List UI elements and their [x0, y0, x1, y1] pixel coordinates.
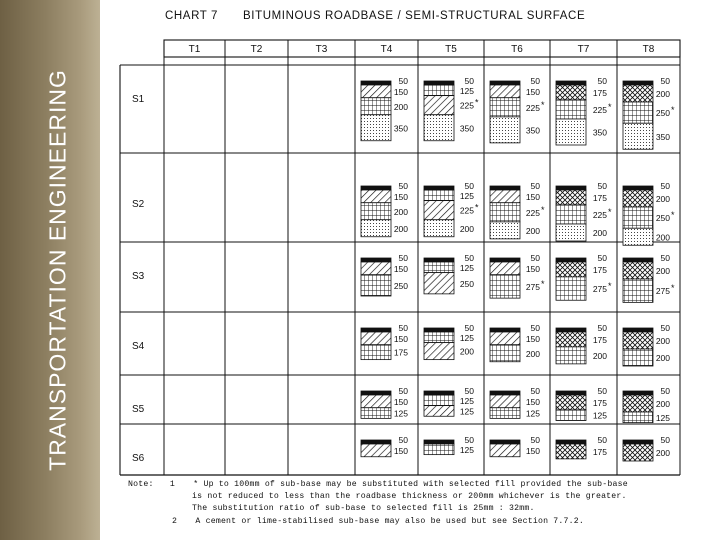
layer-block: [623, 85, 653, 102]
layer-star: *: [475, 202, 479, 213]
column-header-t4: T4: [380, 44, 393, 55]
layer-value: 50: [597, 253, 607, 263]
layer-block: [623, 349, 653, 366]
layer-value: 175: [592, 397, 607, 408]
note-1-star: *: [193, 480, 199, 489]
layer-block: [623, 262, 653, 279]
layer-block: [424, 190, 454, 201]
layer-value: 225: [592, 104, 607, 115]
layer-block: [623, 412, 653, 423]
layer-block: [490, 328, 520, 332]
cell-s6-t8: [623, 435, 670, 461]
layer-star: *: [541, 204, 545, 215]
layer-value: 200: [655, 448, 670, 458]
layer-value: 50: [530, 181, 540, 191]
layer-block: [361, 440, 391, 444]
layer-value: 200: [592, 350, 607, 361]
layer-block: [623, 328, 653, 332]
layer-block: [623, 228, 653, 245]
cell-s2-t8: [623, 181, 675, 245]
note-1-line-2: is not reduced to less than the roadbase thickness or 200mm whichever is the greater.: [192, 492, 627, 501]
layer-block: [556, 119, 586, 145]
layer-value: 200: [459, 223, 474, 234]
layer-block: [424, 332, 454, 343]
layer-value: 50: [398, 323, 408, 333]
layer-block: [424, 201, 454, 220]
layer-value: 150: [525, 333, 540, 344]
layer-block: [556, 440, 586, 444]
layer-block: [490, 98, 520, 117]
cell-s1-t7: [556, 76, 612, 145]
layer-value: 50: [660, 181, 670, 191]
layer-value: 275: [592, 284, 607, 295]
row-label-s2: S2: [132, 199, 145, 210]
cell-s1-t8: [623, 76, 675, 149]
column-header-t1: T1: [188, 44, 201, 55]
layer-block: [490, 332, 520, 345]
layer-value: 250: [655, 213, 670, 224]
layer-value: 125: [459, 332, 474, 343]
layer-value: 200: [655, 89, 670, 99]
cell-s5-t5: [424, 386, 474, 416]
layer-block: [623, 207, 653, 228]
layer-star: *: [541, 99, 545, 110]
layer-block: [556, 258, 586, 262]
cell-s3-t7: [556, 253, 612, 300]
layer-block: [424, 220, 454, 237]
layer-block: [490, 345, 520, 362]
layer-value: 50: [530, 76, 540, 86]
cell-s6-t4: [361, 435, 408, 457]
note-2-line-1: A cement or lime-stabilised sub-base may also be used but see Section 7.7.2.: [195, 517, 584, 526]
layer-value: 275: [655, 286, 670, 297]
layer-block: [490, 391, 520, 395]
layer-value: 150: [393, 396, 408, 407]
layer-value: 350: [592, 127, 607, 138]
layer-value: 250: [459, 278, 474, 289]
layer-value: 200: [393, 206, 408, 217]
row-label-s5: S5: [132, 404, 145, 415]
cell-s1-t5: [424, 76, 479, 141]
cell-s2-t7: [556, 181, 612, 241]
column-header-t7: T7: [577, 44, 590, 55]
layer-block: [623, 186, 653, 190]
cell-s3-t6: [490, 253, 545, 298]
layer-block: [623, 391, 653, 395]
cell-s5-t4: [361, 386, 408, 419]
layer-star: *: [475, 97, 479, 108]
layer-block: [490, 444, 520, 457]
layer-value: 175: [592, 87, 607, 98]
layer-block: [490, 395, 520, 408]
layer-value: 350: [655, 131, 670, 142]
layer-value: 225: [459, 205, 474, 216]
layer-value: 50: [530, 323, 540, 333]
layer-block: [361, 81, 391, 85]
layer-value: 200: [393, 223, 408, 234]
column-header-t3: T3: [315, 44, 328, 55]
layer-value: 50: [530, 435, 540, 445]
layer-block: [556, 444, 586, 459]
layer-value: 50: [398, 435, 408, 445]
layer-value: 150: [393, 333, 408, 344]
cell-s1-t4: [361, 76, 408, 141]
layer-block: [361, 85, 391, 98]
cell-s2-t4: [361, 181, 408, 237]
layer-block: [556, 190, 586, 205]
layer-block: [361, 186, 391, 190]
layer-value: 150: [393, 86, 408, 97]
layer-block: [424, 406, 454, 417]
cell-s3-t5: [424, 253, 474, 294]
layer-block: [361, 275, 391, 296]
cell-s6-t5: [424, 435, 474, 455]
layer-value: 125: [393, 408, 408, 419]
cell-s4-t7: [556, 323, 607, 364]
layer-value: 275: [525, 281, 540, 292]
layer-block: [490, 186, 520, 190]
cell-s6-t6: [490, 435, 540, 457]
layer-value: 50: [597, 435, 607, 445]
layer-value: 50: [398, 253, 408, 263]
layer-value: 50: [464, 76, 474, 86]
note-1-number: 1: [169, 480, 175, 489]
layer-block: [556, 395, 586, 410]
column-header-t6: T6: [511, 44, 523, 55]
layer-value: 150: [525, 191, 540, 202]
layer-block: [361, 115, 391, 141]
layer-value: 50: [398, 181, 408, 191]
layer-value: 350: [525, 125, 540, 136]
layer-block: [490, 440, 520, 444]
chart-number: CHART 7: [165, 10, 218, 22]
layer-value: 125: [459, 444, 474, 455]
layer-block: [556, 224, 586, 241]
layer-block: [361, 328, 391, 332]
layer-star: *: [541, 278, 545, 289]
layer-block: [424, 262, 454, 273]
layer-value: 200: [655, 194, 670, 204]
layer-value: 50: [597, 323, 607, 333]
layer-block: [556, 186, 586, 190]
layer-block: [490, 408, 520, 419]
layer-value: 50: [597, 386, 607, 396]
layer-value: 125: [459, 395, 474, 406]
layer-value: 50: [464, 253, 474, 263]
cell-s2-t6: [490, 181, 545, 239]
cell-s3-t4: [361, 253, 408, 296]
layer-block: [490, 262, 520, 275]
layer-block: [490, 222, 520, 239]
cell-s4-t8: [623, 323, 670, 366]
layer-value: 125: [459, 406, 474, 417]
layer-block: [490, 275, 520, 298]
layer-value: 200: [655, 336, 670, 346]
layer-value: 225: [459, 100, 474, 111]
layer-value: 125: [525, 408, 540, 419]
layer-block: [361, 408, 391, 419]
layer-block: [556, 262, 586, 277]
layer-block: [361, 220, 391, 237]
layer-value: 50: [530, 253, 540, 263]
layer-value: 200: [393, 101, 408, 112]
layer-value: 225: [525, 207, 540, 218]
layer-value: 225: [525, 102, 540, 113]
layer-block: [556, 328, 586, 332]
layer-value: 50: [660, 253, 670, 263]
layer-value: 150: [393, 263, 408, 274]
note-2-number: 2: [172, 517, 178, 526]
note-1: [128, 480, 628, 489]
layer-value: 50: [464, 435, 474, 445]
layer-block: [623, 440, 653, 444]
layer-value: 150: [525, 263, 540, 274]
layer-value: 125: [459, 85, 474, 96]
layer-block: [361, 98, 391, 115]
layer-block: [424, 258, 454, 262]
layer-block: [556, 332, 586, 347]
cell-s5-t7: [556, 386, 607, 421]
cell-s2-t5: [424, 181, 479, 237]
header-box: [164, 40, 680, 57]
layer-block: [424, 328, 454, 332]
row-label-s6: S6: [132, 453, 145, 464]
column-header-t8: T8: [642, 44, 655, 55]
layer-value: 125: [592, 410, 607, 421]
layer-value: 200: [655, 353, 670, 363]
layer-block: [424, 96, 454, 115]
layer-block: [556, 277, 586, 300]
layer-value: 150: [525, 445, 540, 456]
column-header-t2: T2: [250, 44, 263, 55]
layer-block: [424, 186, 454, 190]
layer-block: [490, 203, 520, 222]
note-1-line-3: The substitution ratio of sub-base to selected fill is 25mm : 32mm.: [192, 504, 535, 513]
note-label: Note:: [128, 480, 154, 489]
layer-block: [623, 102, 653, 123]
cell-s4-t5: [424, 323, 474, 360]
row-label-s3: S3: [132, 271, 145, 282]
layer-value: 50: [597, 76, 607, 86]
layer-value: 250: [393, 280, 408, 291]
layer-block: [623, 395, 653, 412]
layer-block: [424, 81, 454, 85]
layer-value: 200: [592, 228, 607, 238]
layer-star: *: [671, 210, 675, 221]
layer-value: 200: [525, 225, 540, 236]
layer-star: *: [608, 281, 612, 292]
layer-block: [424, 273, 454, 294]
layer-value: 200: [655, 266, 670, 276]
layer-block: [556, 410, 586, 421]
layer-block: [424, 343, 454, 360]
layer-value: 50: [660, 435, 670, 445]
cell-s5-t8: [623, 386, 670, 423]
layer-block: [556, 85, 586, 100]
layer-block: [623, 279, 653, 302]
layer-block: [623, 258, 653, 262]
layer-value: 150: [393, 445, 408, 456]
cell-s4-t6: [490, 323, 540, 362]
layer-block: [556, 347, 586, 364]
layer-block: [556, 100, 586, 119]
layer-block: [490, 117, 520, 143]
layer-block: [623, 444, 653, 461]
row-label-s1: S1: [132, 94, 145, 105]
column-header-t5: T5: [445, 44, 457, 55]
layer-block: [623, 332, 653, 349]
layer-block: [361, 391, 391, 395]
layer-star: *: [608, 101, 612, 112]
layer-value: 50: [597, 181, 607, 191]
layer-block: [490, 81, 520, 85]
layer-value: 125: [459, 190, 474, 201]
layer-value: 50: [464, 181, 474, 191]
cell-s6-t7: [556, 435, 607, 459]
layer-value: 200: [655, 399, 670, 409]
layer-value: 175: [393, 347, 408, 358]
layer-value: 175: [592, 192, 607, 203]
layer-block: [623, 81, 653, 85]
table-cells: [361, 76, 675, 461]
layer-block: [490, 258, 520, 262]
layer-block: [361, 444, 391, 457]
layer-block: [361, 203, 391, 220]
layer-star: *: [671, 283, 675, 294]
layer-value: 200: [525, 348, 540, 359]
layer-value: 150: [525, 86, 540, 97]
layer-block: [361, 332, 391, 345]
layer-value: 200: [655, 232, 670, 243]
layer-value: 225: [592, 209, 607, 220]
layer-block: [424, 391, 454, 395]
layer-value: 200: [459, 346, 474, 357]
layer-star: *: [671, 105, 675, 116]
layer-block: [424, 85, 454, 96]
layer-block: [361, 262, 391, 275]
layer-block: [556, 391, 586, 395]
note-1-line-1: Up to 100mm of sub-base may be substituted with selected fill provided the sub-base: [203, 480, 628, 489]
layer-block: [424, 395, 454, 406]
layer-value: 50: [464, 386, 474, 396]
layer-value: 250: [655, 108, 670, 119]
cell-s5-t6: [490, 386, 540, 419]
layer-block: [623, 190, 653, 207]
note-2: [172, 517, 584, 526]
layer-value: 50: [398, 76, 408, 86]
layer-block: [490, 85, 520, 98]
layer-value: 50: [398, 386, 408, 396]
layer-value: 50: [530, 386, 540, 396]
chart-title-text: BITUMINOUS ROADBASE / SEMI-STRUCTURAL SURFACE: [243, 10, 586, 22]
layer-value: 175: [592, 334, 607, 345]
layer-block: [490, 190, 520, 203]
layer-block: [361, 345, 391, 360]
layer-value: 50: [660, 76, 670, 86]
side-banner-title: TRANSPORTATION ENGINEERING: [44, 69, 71, 471]
layer-block: [361, 395, 391, 408]
layer-value: 50: [660, 386, 670, 396]
cell-s1-t6: [490, 76, 545, 143]
layer-value: 125: [459, 262, 474, 273]
layer-value: 125: [655, 412, 670, 423]
layer-block: [424, 115, 454, 141]
layer-block: [361, 258, 391, 262]
row-label-s4: S4: [132, 341, 145, 352]
layer-block: [556, 81, 586, 85]
layer-block: [623, 123, 653, 149]
layer-value: 150: [393, 191, 408, 202]
layer-value: 150: [525, 396, 540, 407]
layer-value: 175: [592, 264, 607, 275]
layer-value: 50: [464, 323, 474, 333]
layer-block: [556, 205, 586, 224]
cell-s4-t4: [361, 323, 408, 360]
layer-block: [424, 440, 454, 444]
layer-value: 350: [393, 123, 408, 134]
layer-block: [424, 444, 454, 455]
layer-value: 350: [459, 123, 474, 134]
layer-block: [361, 190, 391, 203]
layer-star: *: [608, 206, 612, 217]
layer-value: 175: [592, 446, 607, 457]
layer-value: 50: [660, 323, 670, 333]
cell-s3-t8: [623, 253, 675, 302]
